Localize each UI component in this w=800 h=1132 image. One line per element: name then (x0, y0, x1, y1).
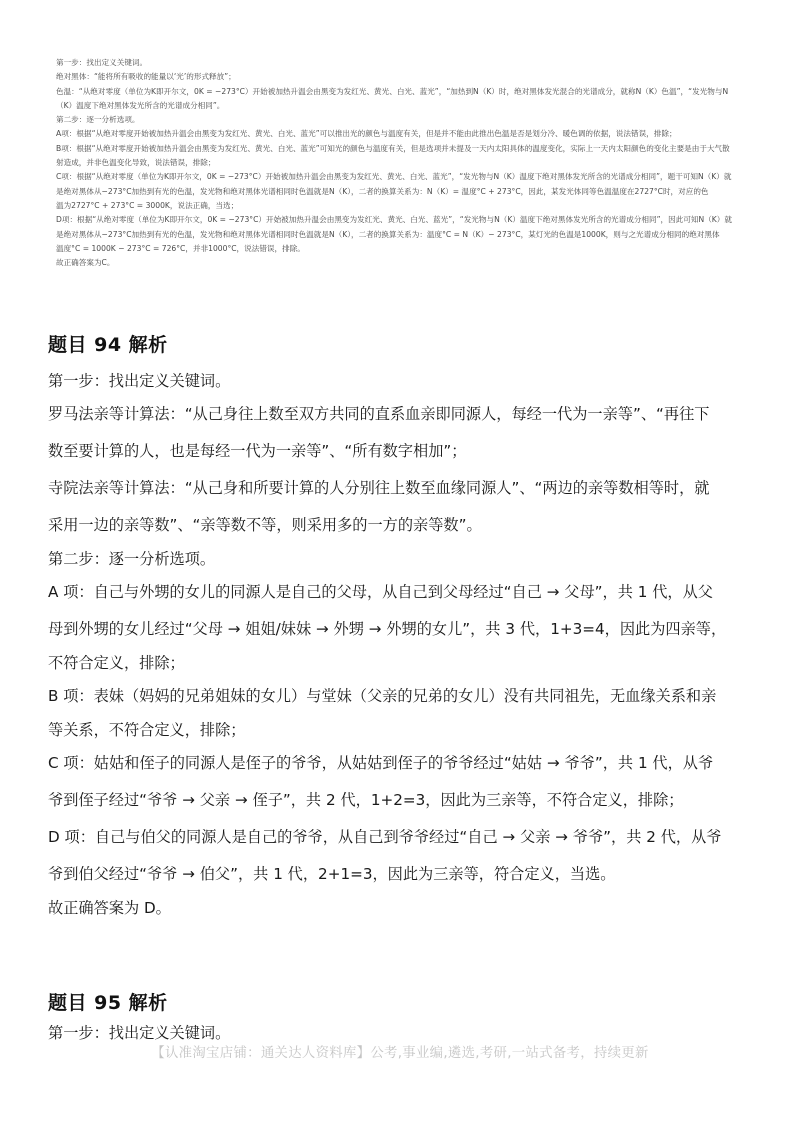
step-one: 第一步：找出定义关键词。 (48, 1024, 231, 1042)
embedded-line: 色温：“从绝对零度（单位为K即开尔文，0K = −273°C）开始被加热升温会由黑变为发红光、黄光、白光、蓝光”，“加热到N（K）时，绝对黑体发光混合的光谱成分，就称N（K）色温”，“发光物与N (56, 86, 729, 96)
question-94-body (48, 366, 760, 923)
embedded-explanation-image (56, 56, 772, 270)
question-95-heading: 题目 95 解析 (48, 992, 168, 1014)
option-a-line: 母到外甥的女儿经过“父母 → 姐姐/妹妹 → 外甥 → 外甥的女儿”，共 3 代，1+3=4，因此为四亲等， (48, 620, 727, 638)
option-b-line: B 项：表妹（妈妈的兄弟姐妹的女儿）与堂妹（父亲的兄弟的女儿）没有共同祖先，无血缘关系和亲 (48, 687, 717, 705)
definition-temple-line: 采用一边的亲等数”、“亲等数不等，则采用多的一方的亲等数”。 (48, 516, 482, 534)
embedded-line: 绝对黑体：“能将所有吸收的能量以‘光’的形式释放”； (56, 72, 236, 82)
embedded-line: 是绝对黑体从−273°C加热到有光的色温，发光物和绝对黑体光谱相同时色温就是N（K），二者的换算关系为：N（K）= 温度°C + 273°C，因此，某发光体同等色温温度在2727°C时，对应的色 (56, 186, 709, 196)
option-c-line: C 项：姑姑和侄子的同源人是侄子的爷爷，从姑姑到侄子的爷爷经过“姑姑 → 爷爷”，共 1 代，从爷 (48, 754, 714, 772)
embedded-line: 是绝对黑体从−273°C加热到有光的色温，发光物和绝对黑体光谱相同时色温就是N（K），二者的换算关系为：温度°C = N（K）− 273°C，某灯光的色温是1000K，则与之光谱成分相同的绝对黑体 (56, 229, 720, 239)
embedded-line: C项：根据“从绝对零度（单位为K即开尔文，0K = −273°C）开始被加热升温会由黑变为发红光、黄光、白光、蓝光”，“发光物与N（K）温度下绝对黑体发光所含的光谱成分相同”，题干可知N（K）就 (56, 172, 732, 182)
definition-roman-line: 数至要计算的人，也是每经一代为一亲等”、“所有数字相加”； (48, 442, 467, 460)
embedded-line: 第一步：找出定义关键词。 (56, 58, 148, 67)
option-d-line: D 项：自己与伯父的同源人是自己的爷爷，从自己到爷爷经过“自己 → 父亲 → 爷爷”，共 2 代，从爷 (48, 828, 722, 846)
option-c-line: 爷到侄子经过“爷爷 → 父亲 → 侄子”，共 2 代，1+2=3，因此为三亲等，不符合定义，排除； (48, 791, 684, 809)
option-d-line: 爷到伯父经过“爷爷 → 伯父”，共 1 代，2+1=3，因此为三亲等，符合定义，当选。 (48, 865, 616, 883)
watermark-text: 【认准淘宝店铺：通关达人资料库】公考,事业编,遴选,考研,一站式备考，持续更新 (151, 1046, 649, 1061)
question-94-heading: 题目 94 解析 (48, 334, 168, 356)
embedded-line: 第二步：逐一分析选项。 (56, 115, 140, 125)
step-one: 第一步：找出定义关键词。 (48, 372, 231, 390)
embedded-line: D项：根据“从绝对零度（单位为K即开尔文，0K = −273°C）开始被加热升温会由黑变为发红光、黄光、白光、蓝光”，“发光物与N（K）温度下绝对黑体发光所含的光谱成分相同”，因此可知N（K）就 (56, 215, 732, 225)
embedded-line: B项：根据“从绝对零度开始被加热升温会由黑变为发红光、黄光、白光、蓝光”可知光的颜色与温度有关，但是选项并未提及一天内太阳具体的温度变化，实际上一天内太阳颜色的变化主要是由于大气散 (56, 143, 730, 153)
definition-temple-line: 寺院法亲等计算法：“从己身和所要计算的人分别往上数至血缘同源人”、“两边的亲等数相等时，就 (48, 479, 710, 497)
option-a-line: 不符合定义，排除； (48, 654, 185, 672)
embedded-line: A项：根据“从绝对零度开始被加热升温会由黑变为发红光、黄光、白光、蓝光”可以推出光的颜色与温度有关，但是并不能由此推出色温是否是划分冷、暖色调的依据，说法错误，排除； (56, 129, 677, 139)
option-b-line: 等关系，不符合定义，排除； (48, 721, 246, 739)
embedded-line: 温度°C = 1000K − 273°C = 726°C，并非1000°C，说法错误，排除。 (56, 243, 305, 253)
answer-line: 故正确答案为 D。 (48, 899, 171, 917)
option-a-line: A 项：自己与外甥的女儿的同源人是自己的父母，从自己到父母经过“自己 → 父母”，共 1 代，从父 (48, 583, 713, 601)
step-two: 第二步：逐一分析选项。 (48, 550, 216, 568)
embedded-line: 故正确答案为C。 (56, 258, 115, 268)
embedded-line: （K）温度下绝对黑体发光所含的光谱成分相同”。 (56, 100, 225, 110)
embedded-line: 射造成，并非色温变化导致，说法错误，排除； (56, 158, 216, 168)
embedded-line: 温为2727°C + 273°C = 3000K，说法正确，当选； (56, 200, 239, 210)
definition-roman-line: 罗马法亲等计算法：“从己身往上数至双方共同的直系血亲即同源人，每经一代为一亲等”、“再往下 (48, 405, 710, 423)
